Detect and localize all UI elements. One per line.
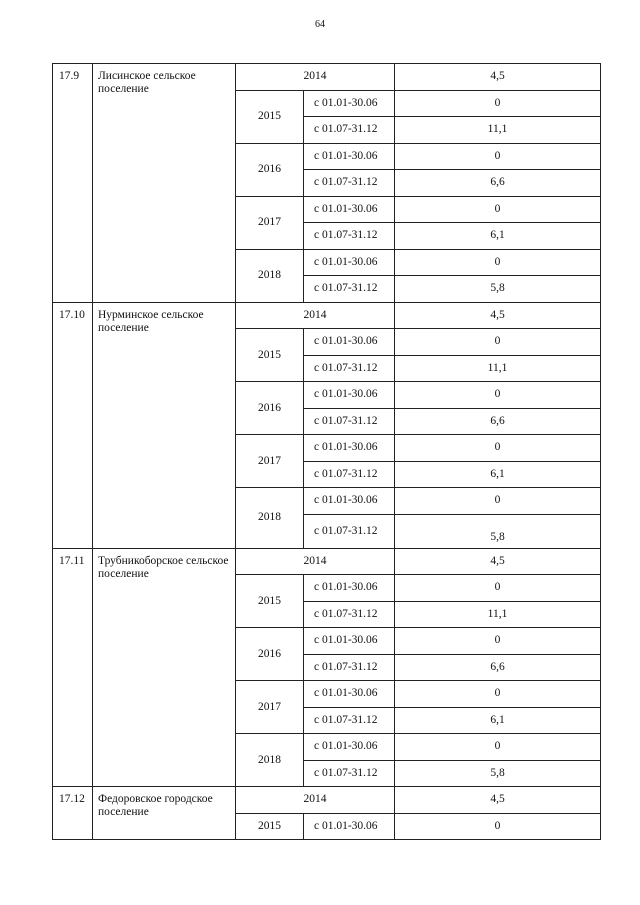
value-cell: 6,6 — [395, 408, 601, 435]
period-cell: с 01.07-31.12 — [304, 601, 395, 628]
page-number: 64 — [315, 19, 325, 30]
value-cell: 11,1 — [395, 601, 601, 628]
period-cell: с 01.07-31.12 — [304, 461, 395, 488]
period-cell: с 01.01-30.06 — [304, 813, 395, 840]
year-cell: 2017 — [236, 435, 304, 488]
section-number: 17.10 — [53, 302, 93, 548]
value-cell: 6,6 — [395, 654, 601, 681]
period-cell: с 01.07-31.12 — [304, 117, 395, 144]
section-number: 17.9 — [53, 64, 93, 303]
base-year-cell: 2014 — [236, 787, 395, 814]
value-cell: 0 — [395, 628, 601, 655]
table-row — [53, 64, 601, 91]
period-cell: с 01.01-30.06 — [304, 575, 395, 602]
base-year-cell: 2014 — [236, 64, 395, 91]
period-cell: с 01.01-30.06 — [304, 249, 395, 276]
period-cell: с 01.07-31.12 — [304, 514, 395, 548]
period-cell: с 01.07-31.12 — [304, 408, 395, 435]
year-cell: 2018 — [236, 488, 304, 549]
value-cell: 6,1 — [395, 461, 601, 488]
base-year-cell: 2014 — [236, 302, 395, 329]
year-cell: 2016 — [236, 143, 304, 196]
value-cell: 0 — [395, 196, 601, 223]
value-cell: 0 — [395, 382, 601, 409]
period-cell: с 01.01-30.06 — [304, 734, 395, 761]
period-cell: с 01.01-30.06 — [304, 143, 395, 170]
year-cell: 2016 — [236, 382, 304, 435]
value-cell: 0 — [395, 249, 601, 276]
value-cell: 6,1 — [395, 707, 601, 734]
value-cell: 0 — [395, 435, 601, 462]
value-cell: 0 — [395, 681, 601, 708]
value-cell: 0 — [395, 813, 601, 840]
period-cell: с 01.01-30.06 — [304, 435, 395, 462]
year-cell: 2015 — [236, 813, 304, 840]
period-cell: с 01.01-30.06 — [304, 90, 395, 117]
value-cell: 0 — [395, 90, 601, 117]
period-cell: с 01.01-30.06 — [304, 382, 395, 409]
year-cell: 2015 — [236, 329, 304, 382]
year-cell: 2017 — [236, 681, 304, 734]
period-cell: с 01.07-31.12 — [304, 170, 395, 197]
period-cell: с 01.01-30.06 — [304, 196, 395, 223]
base-year-cell: 2014 — [236, 548, 395, 575]
value-cell: 5,8 — [395, 514, 601, 548]
value-cell: 11,1 — [395, 117, 601, 144]
table-row — [53, 787, 601, 814]
year-cell: 2016 — [236, 628, 304, 681]
table-row — [53, 548, 601, 575]
period-cell: с 01.01-30.06 — [304, 628, 395, 655]
base-value-cell: 4,5 — [395, 64, 601, 91]
value-cell: 0 — [395, 488, 601, 515]
value-cell: 5,8 — [395, 760, 601, 787]
settlement-name: Лисинское сельское поселение — [93, 64, 236, 303]
year-cell: 2018 — [236, 734, 304, 787]
year-cell: 2015 — [236, 575, 304, 628]
period-cell: с 01.07-31.12 — [304, 223, 395, 250]
settlement-name: Федоровское городское поселение — [93, 787, 236, 840]
value-cell: 5,8 — [395, 276, 601, 303]
value-cell: 0 — [395, 734, 601, 761]
value-cell: 6,6 — [395, 170, 601, 197]
value-cell: 0 — [395, 143, 601, 170]
year-cell: 2018 — [236, 249, 304, 302]
base-value-cell: 4,5 — [395, 787, 601, 814]
table-row — [53, 302, 601, 329]
tariff-table — [52, 63, 601, 840]
settlement-name: Трубникоборское сельское поселение — [93, 548, 236, 787]
period-cell: с 01.07-31.12 — [304, 276, 395, 303]
section-number: 17.12 — [53, 787, 93, 840]
value-cell: 6,1 — [395, 223, 601, 250]
period-cell: с 01.01-30.06 — [304, 681, 395, 708]
base-value-cell: 4,5 — [395, 548, 601, 575]
value-cell: 0 — [395, 329, 601, 356]
base-value-cell: 4,5 — [395, 302, 601, 329]
period-cell: с 01.01-30.06 — [304, 488, 395, 515]
period-cell: с 01.07-31.12 — [304, 760, 395, 787]
year-cell: 2017 — [236, 196, 304, 249]
value-cell: 11,1 — [395, 355, 601, 382]
period-cell: с 01.07-31.12 — [304, 654, 395, 681]
year-cell: 2015 — [236, 90, 304, 143]
settlement-name: Нурминское сельское поселение — [93, 302, 236, 548]
value-cell: 0 — [395, 575, 601, 602]
period-cell: с 01.07-31.12 — [304, 707, 395, 734]
period-cell: с 01.01-30.06 — [304, 329, 395, 356]
section-number: 17.11 — [53, 548, 93, 787]
period-cell: с 01.07-31.12 — [304, 355, 395, 382]
